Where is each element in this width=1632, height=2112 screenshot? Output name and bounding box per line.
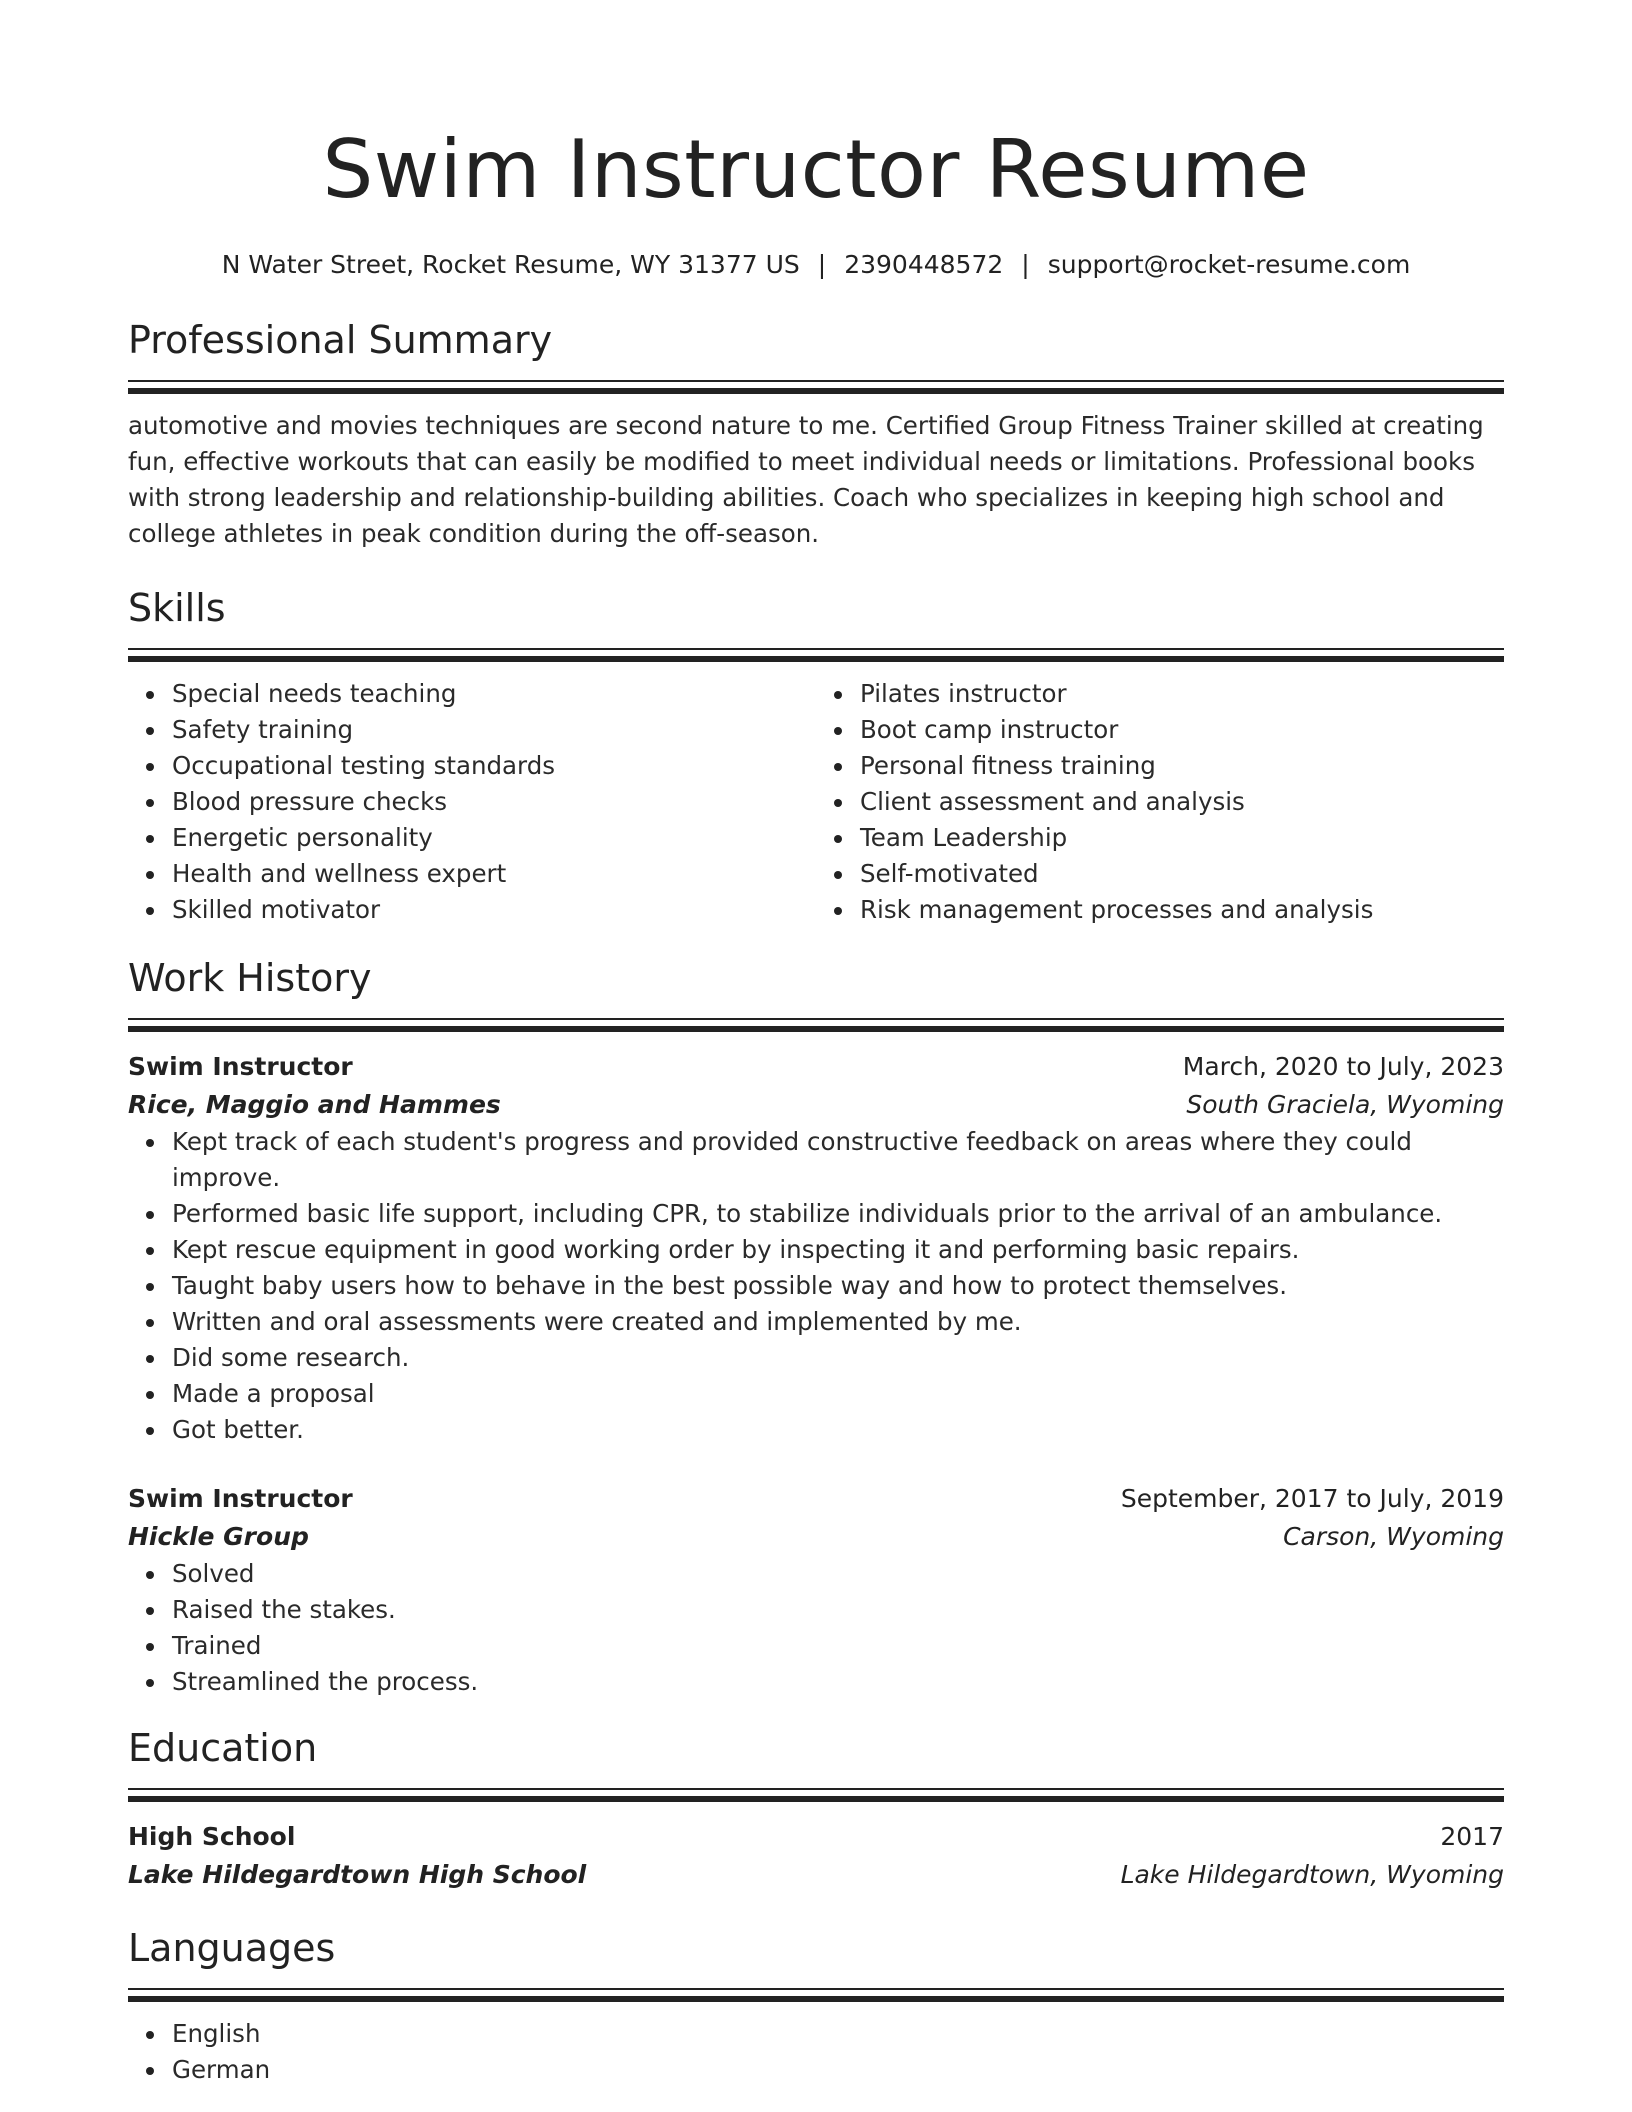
job-bullet: Performed basic life support, including CPR, to stabilize individuals prior to the arrival of an ambulance. xyxy=(172,1196,1504,1232)
job-bullet: Solved xyxy=(172,1556,1504,1592)
contact-separator: | xyxy=(1021,250,1030,279)
job-bullets xyxy=(128,1556,1504,1700)
section-divider xyxy=(128,648,1504,650)
job-subheader xyxy=(128,1518,1504,1556)
job-bullet: Trained xyxy=(172,1628,1504,1664)
education-section xyxy=(128,1722,1504,1894)
skill-item: Occupational testing standards xyxy=(172,748,816,784)
skill-item: Health and wellness expert xyxy=(172,856,816,892)
job-location: South Graciela, Wyoming xyxy=(1186,1090,1504,1119)
job-dates: September, 2017 to July, 2019 xyxy=(1120,1484,1504,1513)
skill-item: Self-motivated xyxy=(860,856,1504,892)
job-bullet: Kept track of each student's progress and provided constructive feedback on areas where they could improve. xyxy=(172,1124,1504,1196)
section-divider xyxy=(128,388,1504,394)
section-divider xyxy=(128,1988,1504,1990)
section-divider xyxy=(128,1026,1504,1032)
resume-title: Swim Instructor Resume xyxy=(322,123,1310,216)
section-title-education: Education xyxy=(128,1726,318,1770)
skill-item: Energetic personality xyxy=(172,820,816,856)
skills-grid xyxy=(128,676,1504,928)
job-subheader xyxy=(128,1086,1504,1124)
languages-list xyxy=(128,2016,1504,2088)
section-title-work-history: Work History xyxy=(128,956,372,1000)
skills-column-left xyxy=(128,676,816,928)
skills-list-right xyxy=(816,676,1504,928)
job-location: Carson, Wyoming xyxy=(1283,1522,1504,1551)
job-entry xyxy=(128,1048,1504,1448)
summary-text: automotive and movies techniques are second nature to me. Certified Group Fitness Trainer skilled at creating fun, effective workouts that can easily be modified to meet individual needs or limitations. Professional books with strong leadership and relationship-building abilities. Coach who specializes in keeping high school and college athletes in peak condition during the off-season. xyxy=(128,411,1484,548)
job-bullet: Raised the stakes. xyxy=(172,1592,1504,1628)
job-bullet: Streamlined the process. xyxy=(172,1664,1504,1700)
contact-separator: | xyxy=(817,250,827,279)
education-entry xyxy=(128,1818,1504,1894)
job-bullet: Written and oral assessments were created and implemented by me. xyxy=(172,1304,1504,1340)
job-entry xyxy=(128,1480,1504,1700)
languages-section xyxy=(128,1922,1504,2088)
section-divider xyxy=(128,1788,1504,1790)
contact-phone: 2390448572 xyxy=(844,250,1004,279)
language-item: English xyxy=(172,2016,1504,2052)
skill-item: Personal fitness training xyxy=(860,748,1504,784)
skill-item: Pilates instructor xyxy=(860,676,1504,712)
section-divider xyxy=(128,656,1504,662)
job-bullets xyxy=(128,1124,1504,1448)
skill-item: Team Leadership xyxy=(860,820,1504,856)
skill-item: Blood pressure checks xyxy=(172,784,816,820)
job-title: Swim Instructor xyxy=(128,1052,353,1081)
job-bullet: Kept rescue equipment in good working order by inspecting it and performing basic repairs. xyxy=(172,1232,1504,1268)
section-title-skills: Skills xyxy=(128,586,226,630)
section-title-summary: Professional Summary xyxy=(128,318,553,362)
skills-column-right xyxy=(816,676,1504,928)
education-header xyxy=(128,1818,1504,1856)
job-company: Rice, Maggio and Hammes xyxy=(128,1090,501,1119)
contact-address: N Water Street, Rocket Resume, WY 31377 US xyxy=(221,250,800,279)
skill-item: Boot camp instructor xyxy=(860,712,1504,748)
contact-line xyxy=(128,248,1504,282)
job-title: Swim Instructor xyxy=(128,1484,353,1513)
job-bullet: Made a proposal xyxy=(172,1376,1504,1412)
work-history-section xyxy=(128,952,1504,1700)
contact-email: support@rocket-resume.com xyxy=(1047,250,1411,279)
job-bullet: Did some research. xyxy=(172,1340,1504,1376)
job-header xyxy=(128,1480,1504,1518)
section-divider xyxy=(128,1996,1504,2002)
education-subheader xyxy=(128,1856,1504,1894)
education-school: Lake Hildegardtown High School xyxy=(128,1860,587,1889)
skill-item: Risk management processes and analysis xyxy=(860,892,1504,928)
education-degree: High School xyxy=(128,1822,296,1851)
resume-page xyxy=(128,0,1504,2088)
job-company: Hickle Group xyxy=(128,1522,309,1551)
section-divider xyxy=(128,1796,1504,1802)
job-bullet: Got better. xyxy=(172,1412,1504,1448)
section-divider xyxy=(128,380,1504,382)
job-bullet: Taught baby users how to behave in the best possible way and how to protect themselves. xyxy=(172,1268,1504,1304)
skill-item: Client assessment and analysis xyxy=(860,784,1504,820)
job-header xyxy=(128,1048,1504,1086)
section-title-languages: Languages xyxy=(128,1926,336,1970)
skill-item: Skilled motivator xyxy=(172,892,816,928)
summary-section xyxy=(128,314,1504,552)
section-divider xyxy=(128,1018,1504,1020)
skills-section xyxy=(128,582,1504,928)
skills-list-left xyxy=(128,676,816,928)
language-item: German xyxy=(172,2052,1504,2088)
job-dates: March, 2020 to July, 2023 xyxy=(1182,1052,1504,1081)
education-location: Lake Hildegardtown, Wyoming xyxy=(1120,1860,1504,1889)
education-year: 2017 xyxy=(1440,1822,1504,1851)
skill-item: Special needs teaching xyxy=(172,676,816,712)
skill-item: Safety training xyxy=(172,712,816,748)
